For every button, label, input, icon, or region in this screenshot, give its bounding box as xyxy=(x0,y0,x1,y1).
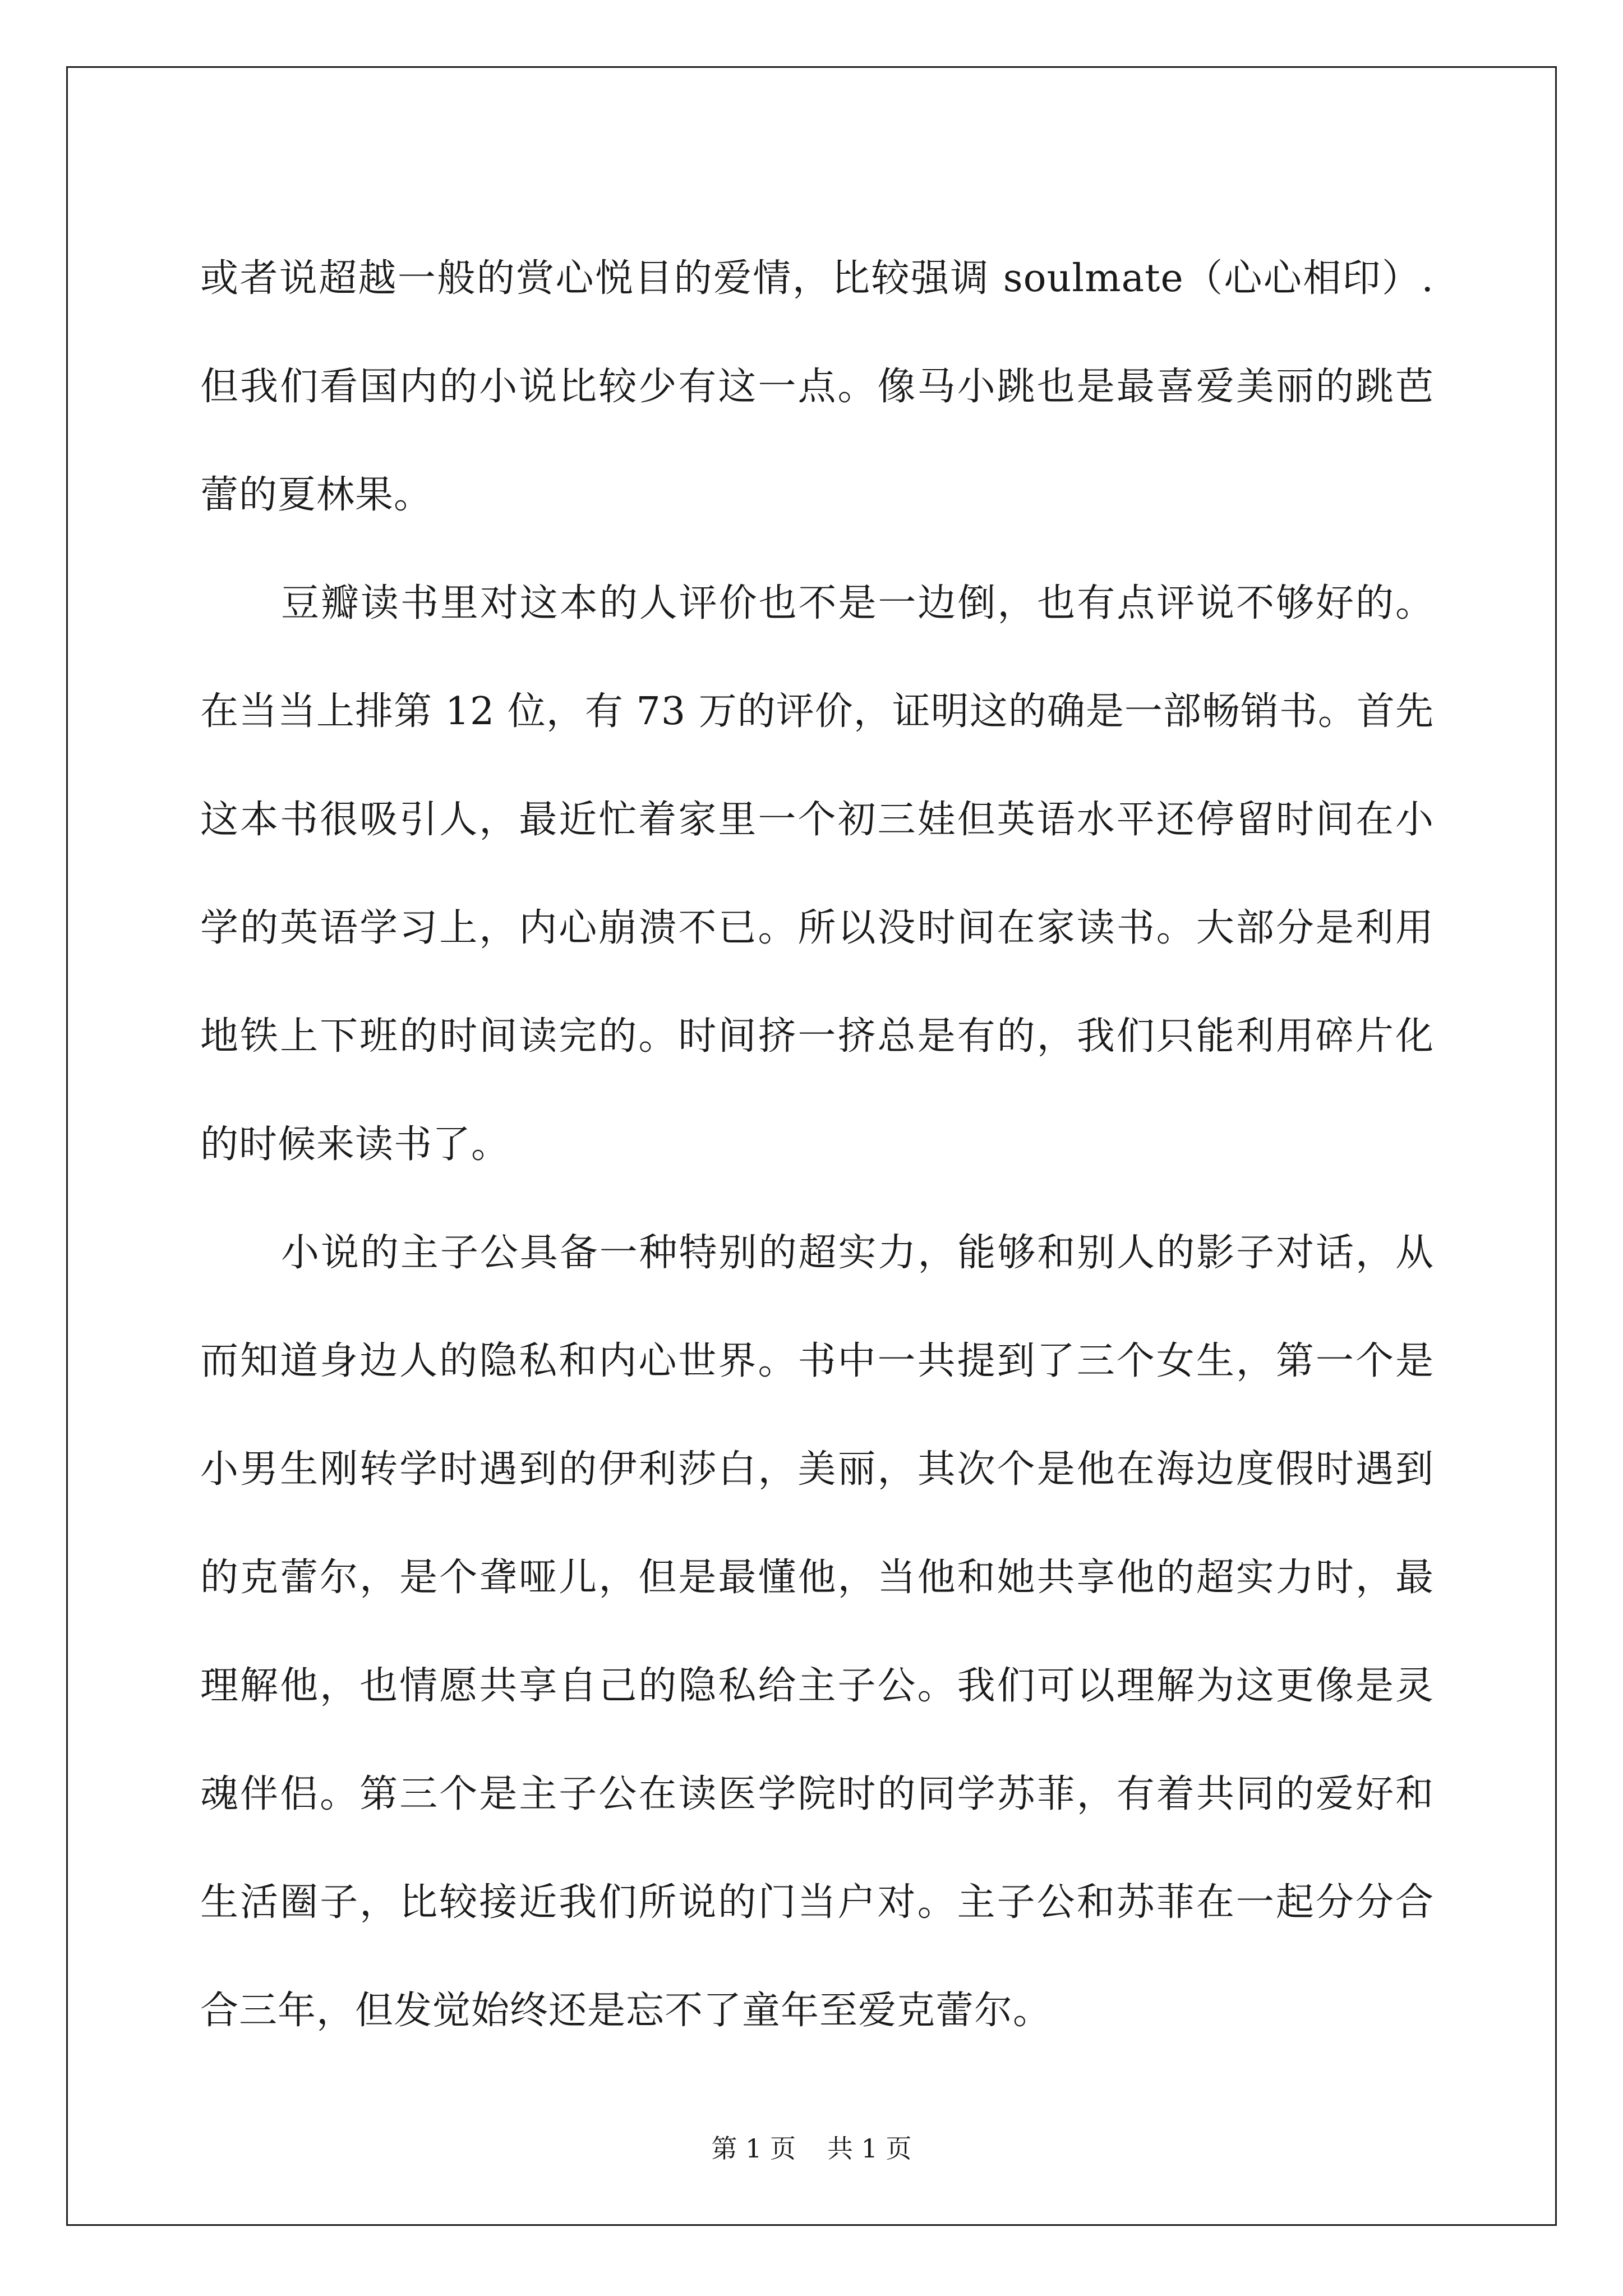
paragraph-2: 豆瓣读书里对这本的人评价也不是一边倒，也有点评说不够好的。在当当上排第 12 位，有 73 万的评价，证明这的确是一部畅销书。首先这本书很吸引人，最近忙着家里一个初三娃但英语水平还停留时间在小学的英语学习上，内心崩溃不已。所以没时间在家读书。大部分是利用地铁上下班的时间读完的。时间挤一挤总是有的，我们只能利用碎片化的时候来读书了。 xyxy=(200,581,1434,1167)
page-number: 第 1 页 xyxy=(711,2133,796,2164)
paragraph-3: 小说的主子公具备一种特别的超实力，能够和别人的影子对话，从而知道身边人的隐私和内心世界。书中一共提到了三个女生，第一个是小男生刚转学时遇到的伊利莎白，美丽，其次个是他在海边度假时遇到的克蕾尔，是个聋哑儿，但是最懂他，当他和她共享他的超实力时，最理解他，也情愿共享自己的隐私给主子公。我们可以理解为这更像是灵魂伴侣。第三个是主子公在读医学院时的同学苏菲，有着共同的爱好和生活圈子，比较接近我们所说的门当户对。主子公和苏菲在一起分分合合三年，但发觉始终还是忘不了童年至爱克蕾尔。 xyxy=(200,1231,1434,2033)
document-body xyxy=(200,224,1434,2065)
page-footer xyxy=(0,2133,1623,2164)
page-total: 共 1 页 xyxy=(827,2133,912,2164)
paragraph-1: 或者说超越一般的赏心悦目的爱情，比较强调 soulmate（心心相印）.但我们看国内的小说比较少有这一点。像马小跳也是最喜爱美丽的跳芭蕾的夏林果。 xyxy=(200,256,1434,517)
